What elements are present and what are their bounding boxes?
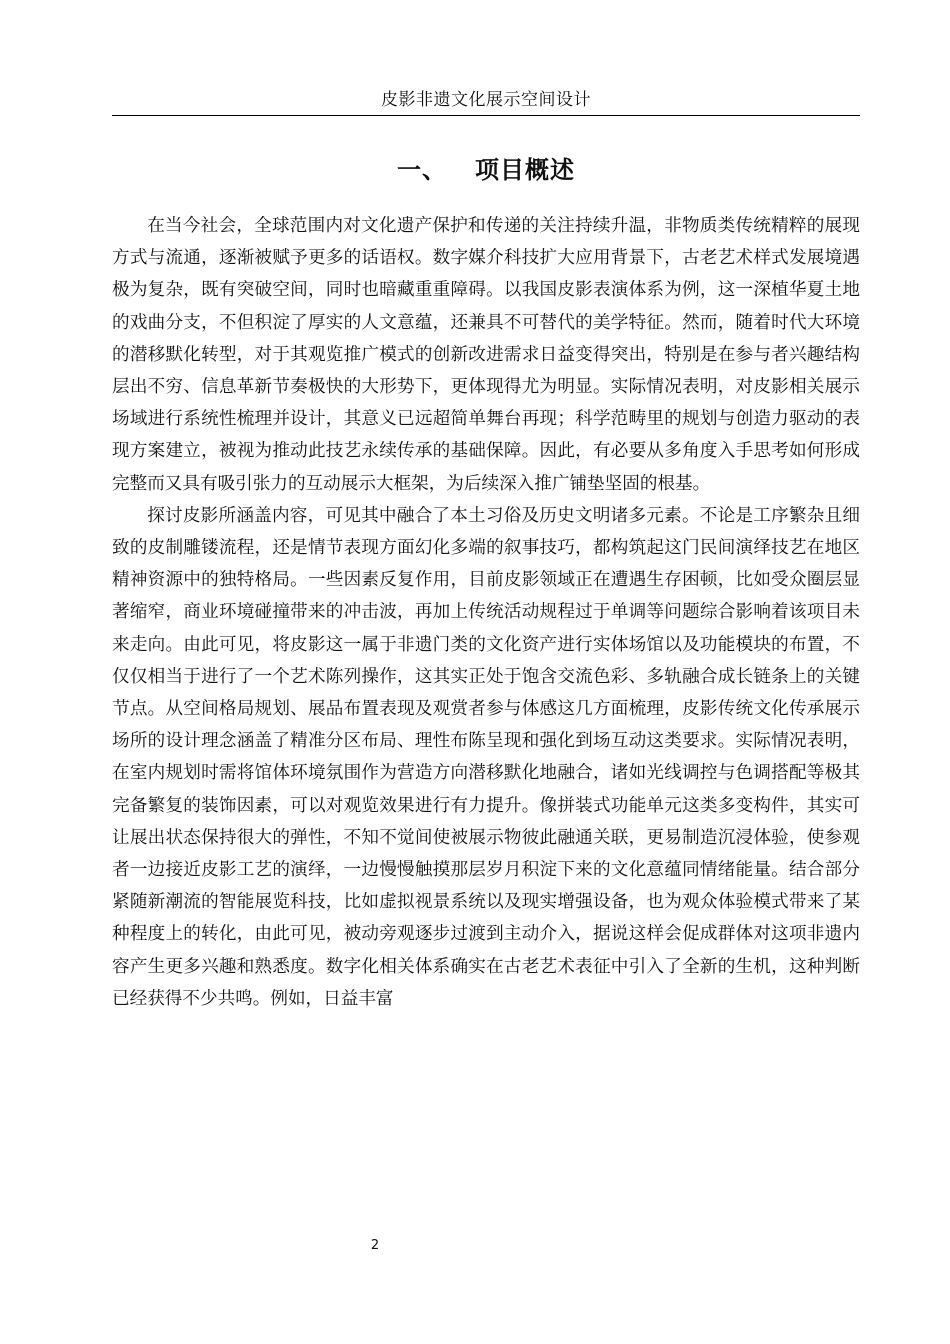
section-number: 一、 — [397, 156, 447, 184]
header-rule — [112, 115, 860, 116]
section-heading: 项目概述 — [475, 156, 575, 184]
page-number: 2 — [370, 1238, 380, 1253]
section-title — [112, 152, 860, 188]
body-text — [112, 210, 860, 1015]
paragraph-1: 在当今社会，全球范围内对文化遗产保护和传递的关注持续升温，非物质类传统精粹的展现方式与流通，逐渐被赋予更多的话语权。数字媒介科技扩大应用背景下，古老艺术样式发展境遇极为复杂，既有突破空间，同时也暗藏重重障碍。以我国皮影表演体系为例，这一深植华夏土地的戏曲分支，不但积淀了厚实的人文意蕴，还兼具不可替代的美学特征。然而，随着时代大环境的潜移默化转型，对于其观览推广模式的创新改进需求日益变得突出，特别是在参与者兴趣结构层出不穷、信息革新节奏极快的大形势下，更体现得尤为明显。实际情况表明，对皮影相关展示场域进行系统性梳理并设计，其意义已远超简单舞台再现；科学范畴里的规划与创造力驱动的表现方案建立，被视为推动此技艺永续传承的基础保障。因此，有必要从多角度入手思考如何形成完整而又具有吸引张力的互动展示大框架，为后续深入推广铺垫坚固的根基。 — [112, 216, 860, 494]
paragraph-2: 探讨皮影所涵盖内容，可见其中融合了本土习俗及历史文明诸多元素。不论是工序繁杂且细致的皮制雕镂流程，还是情节表现方面幻化多端的叙事技巧，都构筑起这门民间演绎技艺在地区精神资源中的独特格局。一些因素反复作用，目前皮影领域正在遭遇生存困顿，比如受众圈层显著缩窄，商业环境碰撞带来的冲击波，再加上传统活动规程过于单调等问题综合影响着该项目未来走向。由此可见，将皮影这一属于非遗门类的文化资产进行实体场馆以及功能模块的布置，不仅仅相当于进行了一个艺术陈列操作，这其实正处于饱含交流色彩、多轨融合成长链条上的关键节点。从空间格局规划、展品布置表现及观赏者参与体感这几方面梳理，皮影传统文化传承展示场所的设计理念涵盖了精准分区布局、理性布陈呈现和强化到场互动这类要求。实际情况表明，在室内规划时需将馆体环境氛围作为营造方向潜移默化地融合，诸如光线调控与色调搭配等极其完备繁复的装饰因素，可以对观览效果进行有力提升。像拼装式功能单元这类多变构件，其实可让展出状态保持很大的弹性，不知不觉间使被展示物彼此融通关联，更易制造沉浸体验，使参观者一边接近皮影工艺的演绎，一边慢慢触摸那层岁月积淀下来的文化意蕴同情绪能量。结合部分紧随新潮流的智能展览科技，比如虚拟视景系统以及现实增强设备，也为观众体验模式带来了某种程度上的转化，由此可见，被动旁观逐步过渡到主动介入，据说这样会促成群体对这项非遗内容产生更多兴趣和熟悉度。数字化相关体系确实在古老艺术表征中引入了全新的生机，这种判断已经获得不少共鸣。例如，日益丰富 — [112, 505, 860, 1009]
running-header: 皮影非遗文化展示空间设计 — [381, 90, 591, 110]
